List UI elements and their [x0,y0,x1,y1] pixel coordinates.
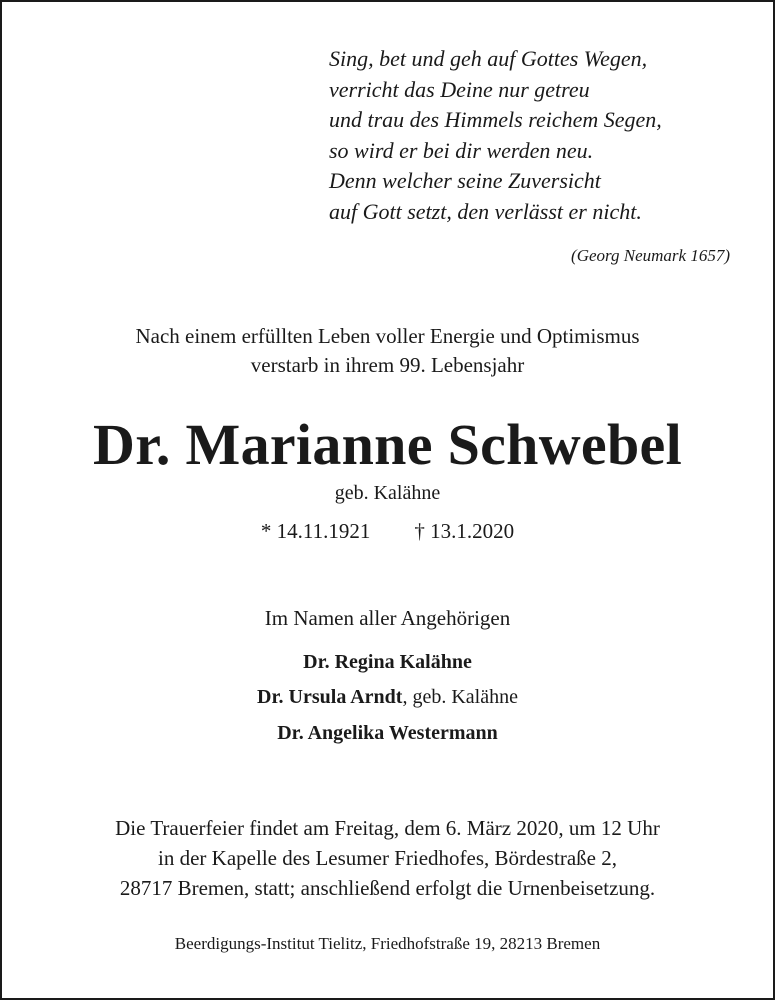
poem-line: auf Gott setzt, den verlässt er nicht. [329,198,642,224]
intro-line: Nach einem erfüllten Leben voller Energie und Optimismus [135,324,640,348]
mourners-intro: Im Namen aller Angehörigen [264,606,511,630]
death-date: † 13.1.2020 [414,519,515,543]
funeral-line: in der Kapelle des Lesumer Friedhofes, Bördestraße 2, [158,846,617,870]
poem-line: Denn welcher seine Zuversicht [329,168,601,193]
poem-line: so wird er bei dir werden neu. [329,137,594,163]
mourner [0,686,775,709]
mourner-name: Dr. Regina Kalähne [303,651,472,673]
mourner-name: Dr. Angelika Westermann [277,722,498,744]
intro-line: verstarb in ihrem 99. Lebensjahr [250,353,525,377]
mourner-suffix: , geb. Kalähne [402,686,518,708]
poem-line: und trau des Himmels reichem Segen, [329,107,662,132]
poem-line: Sing, bet und geh auf Gottes Wegen, [329,46,648,71]
mourner [0,651,775,674]
deceased-name: Dr. Marianne Schwebel [93,412,682,477]
undertaker-info: Beerdigungs-Institut Tielitz, Friedhofstraße 19, 28213 Bremen [174,934,601,953]
mourner [0,722,775,745]
birth-name: geb. Kalähne [334,482,441,504]
mourner-name: Dr. Ursula Arndt [257,686,403,708]
poem [329,44,749,227]
life-dates [0,519,775,544]
funeral-line: Die Trauerfeier findet am Freitag, dem 6. März 2020, um 12 Uhr [115,816,660,840]
funeral-line: 28717 Bremen, statt; anschließend erfolgt die Urnenbeisetzung. [119,876,656,900]
poem-line: verricht das Deine nur getreu [329,76,590,102]
intro-text [0,322,775,380]
birth-date: * 14.11.1921 [260,519,371,543]
funeral-details [0,813,775,903]
poem-attribution: (Georg Neumark 1657) [571,246,730,265]
